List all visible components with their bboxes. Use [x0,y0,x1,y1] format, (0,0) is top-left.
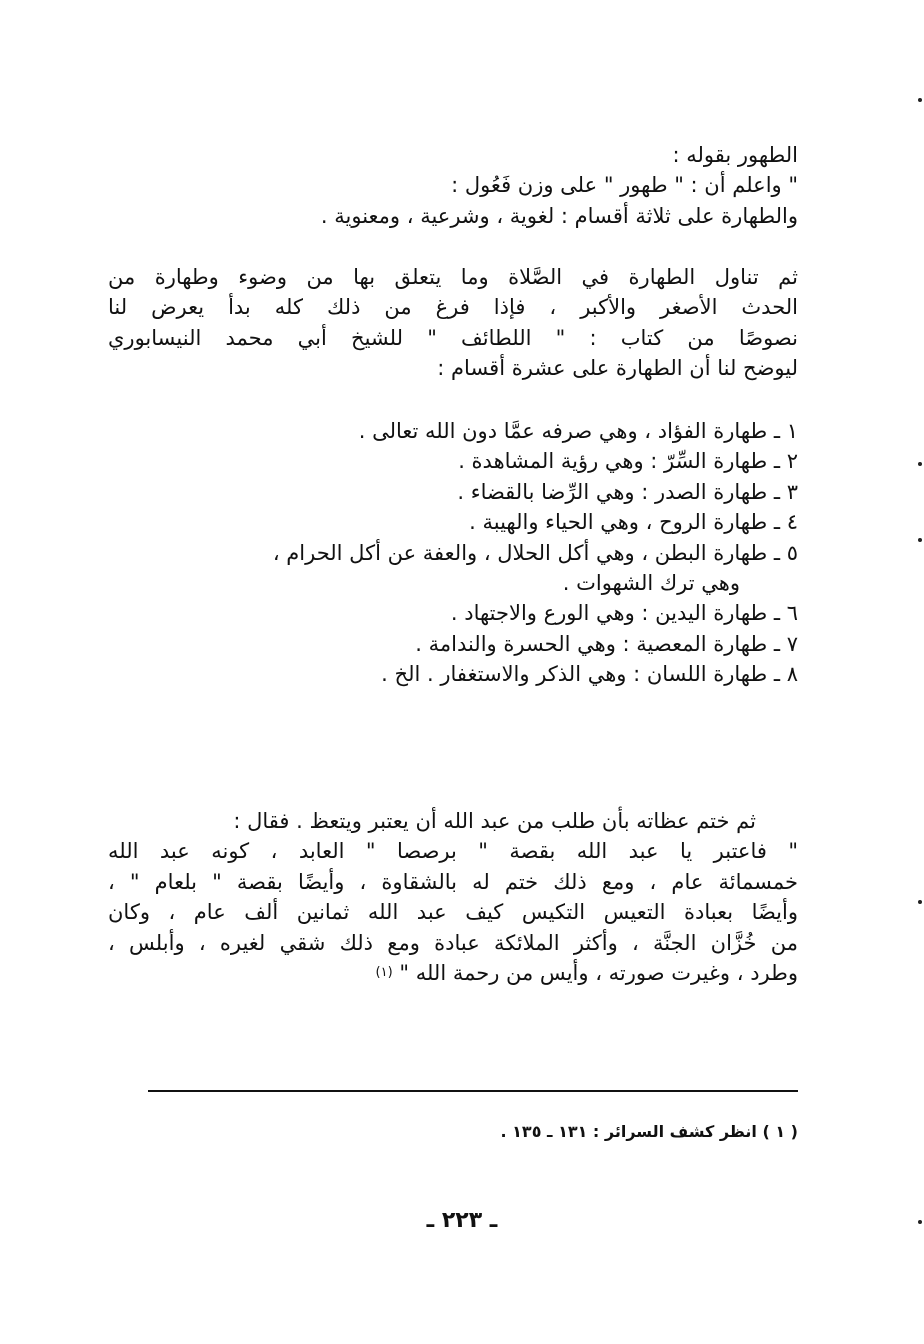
footnote: ( ١ ) انظر كشف السرائر : ١٣١ ـ ١٣٥ . [500,1122,798,1141]
paragraph-line: ليوضح لنا أن الطهارة على عشرة أقسام : [437,356,798,381]
closing-line: " فاعتبر يا عبد الله بقصة " برصصا " العابد ، كونه عبد الله [108,839,798,864]
closing-line: خمسمائة عام ، ومع ذلك ختم له بالشقاوة ، وأيضًا بقصة " بلعام " ، [108,869,798,894]
paragraph-line: الحدث الأصغر والأكبر ، فإذا فرغ من ذلك كله بدأ يعرض لنا [108,295,798,320]
footnote-reference: (١) [375,964,393,980]
scan-speck [918,900,922,904]
list-item: ٨ ـ طهارة اللسان : وهي الذكر والاستغفار . الخ . [381,662,798,687]
list-item: ٧ ـ طهارة المعصية : وهي الحسرة والندامة . [415,631,798,656]
footnote-divider [148,1090,798,1092]
page-number: ـ ٢٢٣ ـ [426,1208,498,1233]
closing-line: من خُزَّان الجنَّة ، وأكثر الملائكة عبادة ومع ذلك شقي لغيره ، وأبلس ، [108,930,798,955]
scan-speck [918,538,922,542]
list-item: ٤ ـ طهارة الروح ، وهي الحياء والهيبة . [469,510,798,535]
list-item-continuation: وهي ترك الشهوات . [562,570,740,595]
closing-section [108,806,798,988]
paragraph-line: نصوصًا من كتاب : " اللطائف " للشيخ أبي محمد النيسابوري [108,325,798,350]
closing-line [108,958,798,988]
paragraph-section [108,262,798,384]
scan-speck [918,462,922,466]
closing-line-text: وطرد ، وغيرت صورته ، وأيس من رحمة الله " [399,960,798,985]
scan-speck [918,98,922,102]
intro-section [108,140,798,231]
closing-line: وأيضًا بعبادة التعيس التكيس كيف عبد الله ثمانين ألف عام ، وكان [108,900,798,925]
scan-speck [918,1220,922,1224]
closing-line: ثم ختم عظاته بأن طلب من عبد الله أن يعتبر ويتعظ . فقال : [233,809,756,833]
list-item: ٢ ـ طهارة السِّرّ : وهي رؤية المشاهدة . [458,449,798,474]
list-item: ٥ ـ طهارة البطن ، وهي أكل الحلال ، والعفة عن أكل الحرام ، [272,540,798,565]
intro-line: والطهارة على ثلاثة أقسام : لغوية ، وشرعية ، ومعنوية . [320,203,798,228]
intro-line: " واعلم أن : " طهور " على وزن فَعُول : [451,173,798,198]
list-item: ١ ـ طهارة الفؤاد ، وهي صرفه عمَّا دون الله تعالى . [358,419,798,443]
paragraph-line: ثم تناول الطهارة في الصَّلاة وما يتعلق بها من وضوء وطهارة من [108,265,798,289]
list-item: ٦ ـ طهارة اليدين : وهي الورع والاجتهاد . [450,601,798,626]
purity-list [108,416,798,690]
intro-line: الطهور بقوله : [672,143,798,167]
list-item: ٣ ـ طهارة الصدر : وهي الرِّضا بالقضاء . [457,479,798,504]
